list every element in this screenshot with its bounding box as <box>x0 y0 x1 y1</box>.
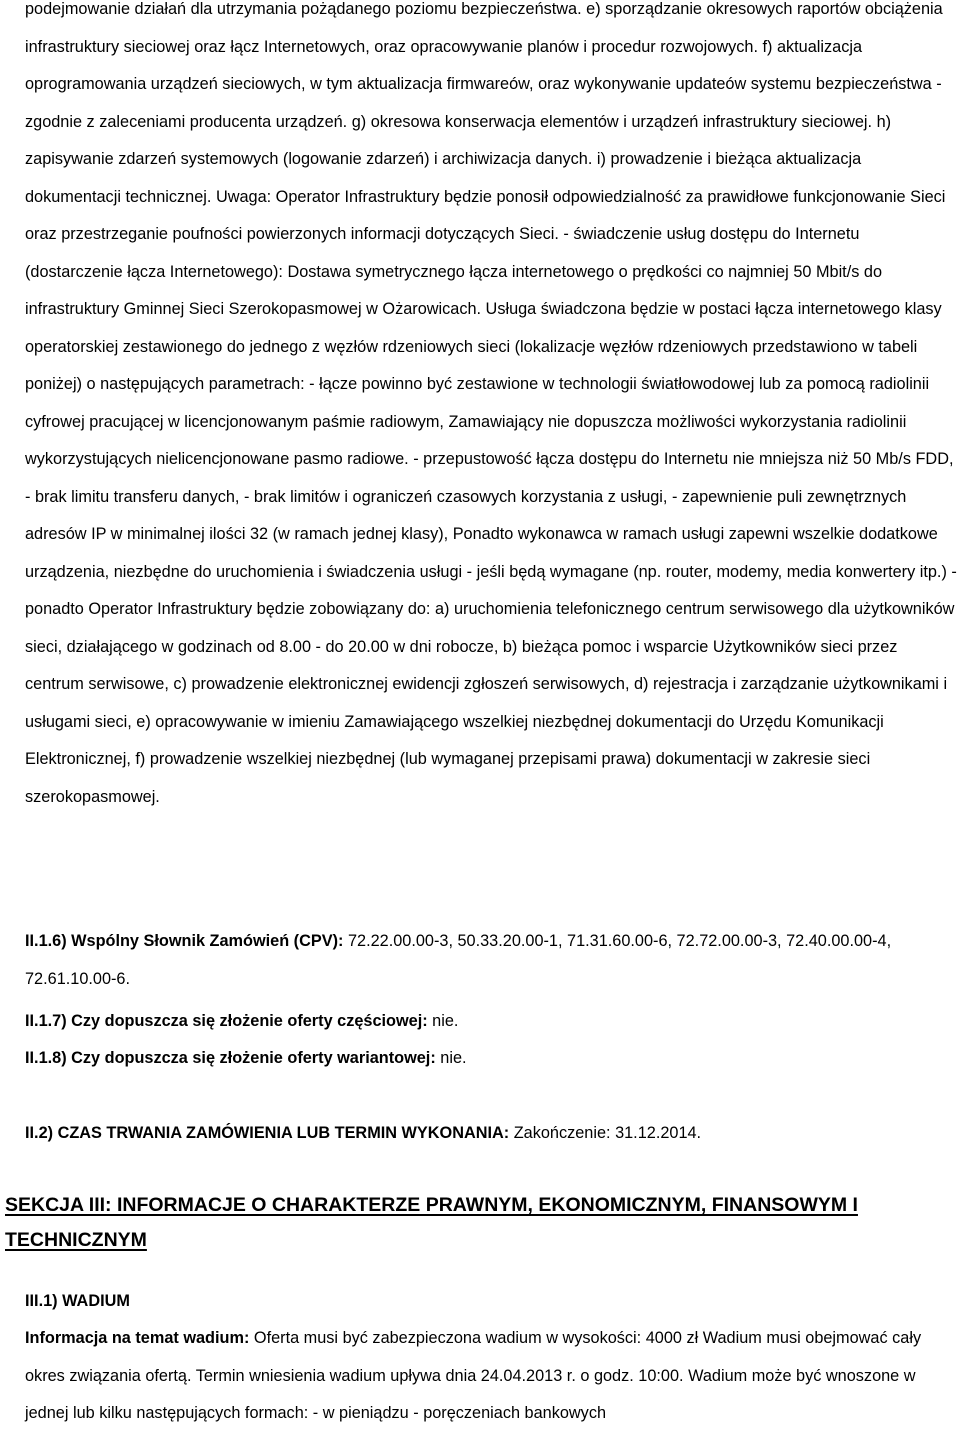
wadium-info-value: Oferta musi być zabezpieczona wadium w wysokości: 4000 zł Wadium musi obejmować cały okres związania ofertą. Termin wniesienia wadium upływa dnia 24.04.2013 r. o godz. 10:00. Wadium może być wnoszone w jednej lub kilku następujących formach: - w pieniądzu - poręczeniach bankowych <box>25 1329 922 1422</box>
cpv-label: II.1.6) Wspólny Słownik Zamówień (CPV): <box>25 932 344 950</box>
wadium-info-label: Informacja na temat wadium: <box>25 1329 250 1347</box>
duration-value: Zakończenie: 31.12.2014. <box>509 1124 702 1142</box>
wadium-info-field <box>25 1320 957 1433</box>
wadium-heading <box>25 1283 945 1321</box>
section-iii-title <box>5 1188 945 1258</box>
scope-paragraph: podejmowanie działań dla utrzymania pożądanego poziomu bezpieczeństwa. e) sporządzanie okresowych raportów obciążenia infrastruktury sieciowej oraz łącz Internetowych, oraz opracowywanie planów i procedur rozwojowych. f) aktualizacja oprogramowania urządzeń sieciowych, w tym aktualizacja firmwareów, oraz wykonywanie updateów systemu bezpieczeństwa - zgodnie z zaleceniami producenta urządzeń. g) okresowa konserwacja elementów i urządzeń infrastruktury sieciowej. h) zapisywanie zdarzeń systemowych (logowanie zdarzeń) i archiwizacja danych. i) prowadzenie i bieżąca aktualizacja dokumentacji technicznej. Uwaga: Operator Infrastruktury będzie ponosił odpowiedzialność za prawidłowe funkcjonowanie Sieci oraz przestrzeganie poufności powierzonych informacji dotyczących Sieci. - świadczenie usług dostępu do Internetu (dostarczenie łącza Internetowego): Dostawa symetrycznego łącza internetowego o prędkości co najmniej 50 Mbit/s do infrastruktury Gminnej Sieci Szerokopasmowej w Ożarowicach. Usługa świadczona będzie w postaci łącza internetowego klasy operatorskiej zestawionego do jednego z węzłów rdzeniowych sieci (lokalizacje węzłów rdzeniowych przedstawiono w tabeli poniżej) o następujących parametrach: - łącze powinno być zestawione w technologii światłowodowej lub za pomocą radiolinii cyfrowej pracującej w licencjonowanym paśmie radiowym, Zamawiający nie dopuszcza możliwości wykorzystania radiolinii wykorzystujących nielicencjonowane pasmo radiowe. - przepustowość łącza dostępu do Internetu nie mniejsza niż 50 Mb/s FDD, - brak limitu transferu danych, - brak limitów i ograniczeń czasowych korzystania z usługi, - zapewnienie puli zewnętrznych adresów IP w minimalnej ilości 32 (w ramach jednej klasy), Ponadto wykonawca w ramach usługi zapewni wszelkie dodatkowe urządzenia, niezbędne do uruchomienia i świadczenia usługi - jeśli będą wymagane (np. router, modemy, media konwertery itp.) - ponadto Operator Infrastruktury będzie zobowiązany do: a) uruchomienia telefonicznego centrum serwisowego dla użytkowników sieci, działającego w godzinach od 8.00 - do 20.00 w dni robocze, b) bieżąca pomoc i wsparcie Użytkowników sieci przez centrum serwisowe, c) prowadzenie elektronicznej ewidencji zgłoszeń serwisowych, d) rejestracja i zarządzanie użytkownikami i usługami sieci, e) opracowywanie w imieniu Zamawiającego wszelkiej niezbędnej dokumentacji do Urzędu Komunikacji Elektronicznej, f) prowadzenie wszelkiej niezbędnej (lub wymaganej przepisami prawa) dokumentacji w zakresie sieci szerokopasmowej. <box>25 0 957 806</box>
cpv-field <box>25 923 945 998</box>
partial-offer-value: nie. <box>427 1012 459 1030</box>
variant-offer-field <box>25 1040 945 1078</box>
duration-label: II.2) CZAS TRWANIA ZAMÓWIENIA LUB TERMIN WYKONANIA: <box>25 1124 510 1142</box>
variant-offer-label: II.1.8) Czy dopuszcza się złożenie oferty wariantowej: <box>25 1049 436 1067</box>
duration-field <box>25 1115 945 1153</box>
partial-offer-label: II.1.7) Czy dopuszcza się złożenie oferty częściowej: <box>25 1012 428 1030</box>
wadium-heading-text: III.1) WADIUM <box>25 1292 130 1310</box>
variant-offer-value: nie. <box>435 1049 467 1067</box>
cpv-value: 72.22.00.00-3, 50.33.20.00-1, 71.31.60.00-6, 72.72.00.00-3, 72.40.00.00-4, 72.61.10.00-6. <box>25 932 892 988</box>
section-iii-title-text: SEKCJA III: INFORMACJE O CHARAKTERZE PRAWNYM, EKONOMICZNYM, FINANSOWYM I TECHNICZNYM <box>5 1194 858 1251</box>
partial-offer-field <box>25 1003 945 1041</box>
